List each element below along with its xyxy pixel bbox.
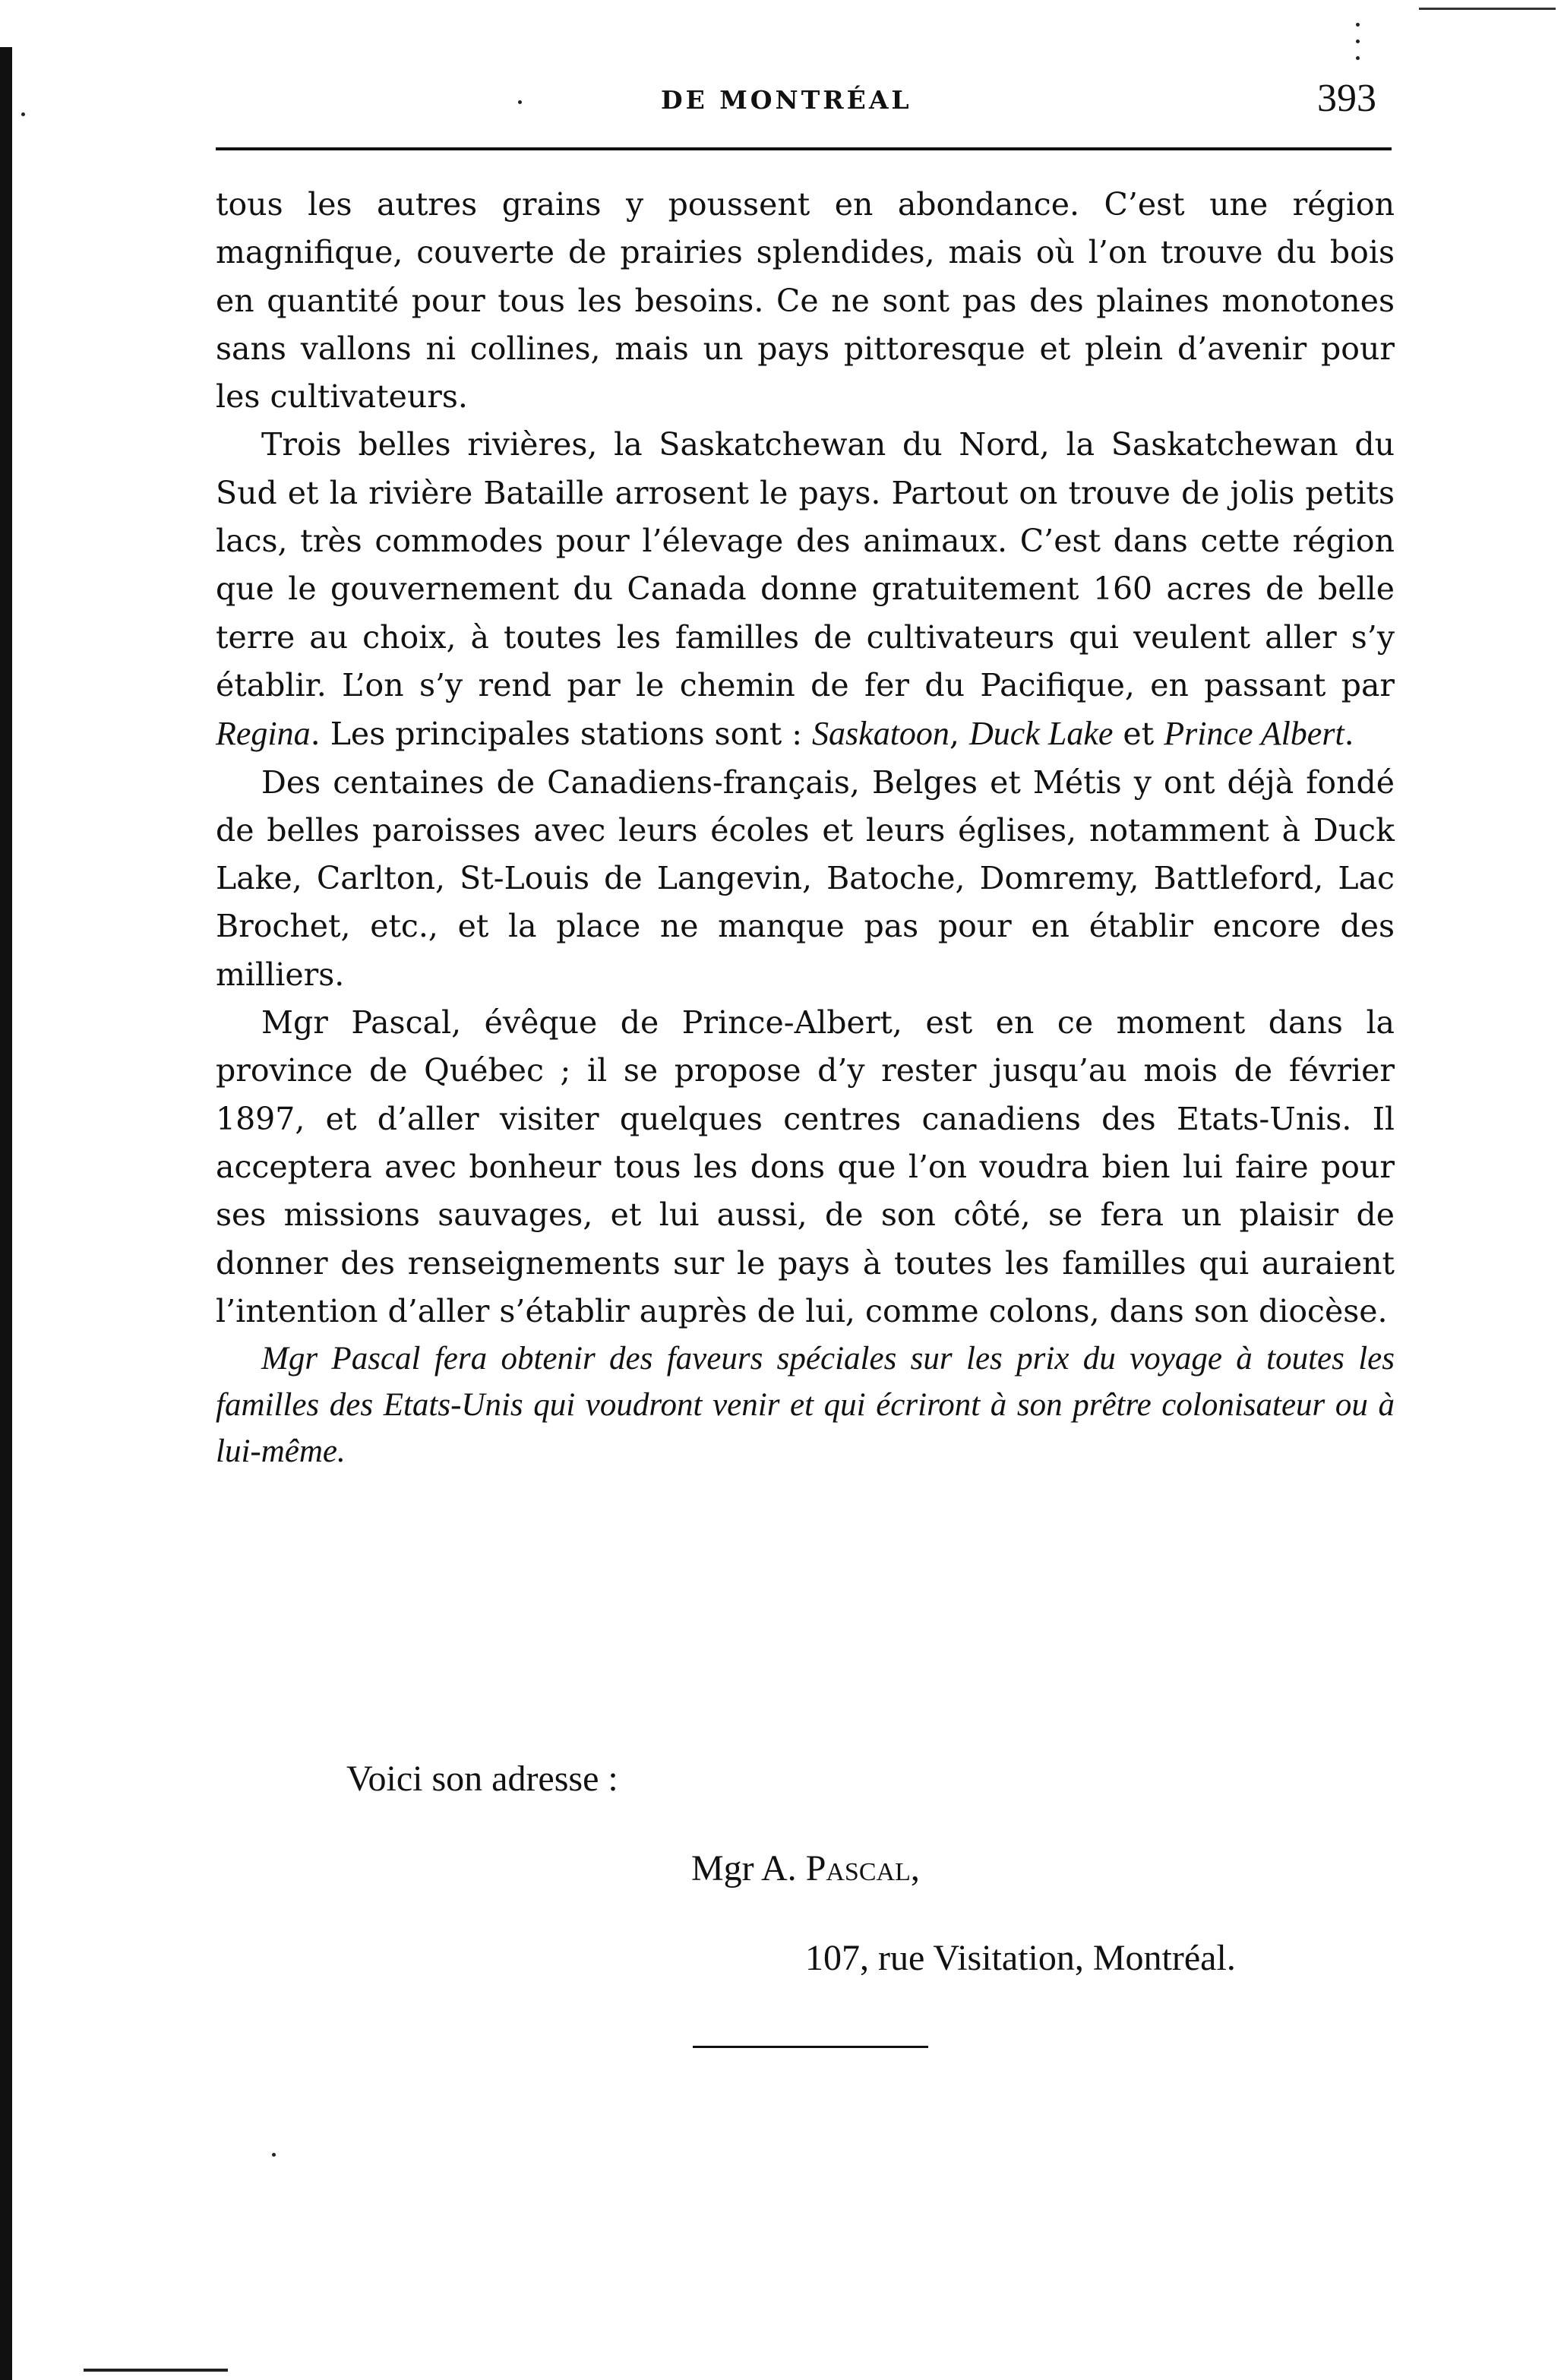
page-number: 393 — [1317, 77, 1376, 120]
scan-speck — [1356, 23, 1360, 27]
closing-rule — [693, 2046, 928, 2048]
scan-speck — [1356, 56, 1360, 60]
separator: , — [949, 716, 970, 753]
period: . — [1344, 716, 1354, 753]
address-title: Mgr A. — [691, 1848, 806, 1889]
scan-artifact-line — [84, 2369, 228, 2372]
address-name — [691, 1847, 920, 1889]
place-saskatoon: Saskatoon — [812, 715, 949, 753]
address-street: 107, rue Visitation, Montréal. — [805, 1938, 1236, 1978]
scan-artifact-line — [1419, 8, 1556, 10]
place-duck-lake: Duck Lake — [969, 715, 1114, 753]
scan-speck — [1356, 40, 1360, 43]
scan-speck — [272, 2153, 276, 2157]
paragraph-2 — [216, 421, 1395, 758]
page-body — [216, 181, 1395, 1474]
place-regina: Regina — [216, 715, 311, 753]
address-name-comma: , — [910, 1848, 920, 1889]
conjunction: et — [1113, 716, 1164, 753]
paragraph-2-text: Trois belles rivières, la Saskatchewan du Nord, la Saskatchewan du Sud et la rivière Bataille arrosent le pays. Partout on trouve de jolis petits lacs, très commodes pour l’élevage des animaux. C’est dans cette région que le gouvernement du Canada donne gratuitement 160 acres de belle terre au choix, à toutes les familles de cultivateurs qui veulent aller s’y établir. L’on s’y rend par le chemin de fer du Pacifique, en passant par — [216, 426, 1395, 703]
paragraph-1: tous les autres grains y poussent en abondance. C’est une région magnifique, couverte de prairies splendides, mais où l’on trouve du bois en quantité pour tous les besoins. Ce ne sont pas des plaines monotones sans vallons ni collines, mais un pays pittoresque et plein d’avenir pour les cultivateurs. — [216, 186, 1395, 416]
address-surname: Pascal — [805, 1848, 911, 1889]
running-head — [0, 76, 1390, 122]
paragraph-2-stations: . Les principales stations sont : — [310, 716, 813, 753]
paragraph-3: Des centaines de Canadiens-français, Belges et Métis y ont déjà fondé de belles paroisses avec leurs écoles et leurs églises, notamment à Duck Lake, Carlton, St-Louis de Langevin, Batoche, Domremy, Battleford, Lac Brochet, etc., et la place ne manque pas pour en établir encore des milliers. — [216, 763, 1395, 993]
address-intro: Voici son adresse : — [346, 1759, 618, 1799]
place-prince-albert: Prince Albert — [1164, 715, 1344, 753]
running-title: DE MONTRÉAL — [661, 85, 912, 115]
header-rule — [216, 147, 1392, 150]
paragraph-5-italic: Mgr Pascal fera obtenir des faveurs spéciales sur les prix du voyage à toutes les familles des Etats-Unis qui voudront venir et qui écriront à son prêtre colonisateur ou à lui-même. — [216, 1341, 1395, 1470]
scan-edge-shadow — [0, 47, 12, 2380]
paragraph-4: Mgr Pascal, évêque de Prince-Albert, est en ce moment dans la province de Québec ; il se propose d’y rester jusqu’au mois de février 1897, et d’aller visiter quelques centres canadiens des Etats-Unis. Il acceptera avec bonheur tous les dons que l’on voudra bien lui faire pour ses missions sauvages, et lui aussi, de son côté, se fera un plaisir de donner des renseignements sur le pays à toutes les familles qui auraient l’intention d’aller s’établir auprès de lui, comme colons, dans son diocèse. — [216, 1004, 1395, 1329]
